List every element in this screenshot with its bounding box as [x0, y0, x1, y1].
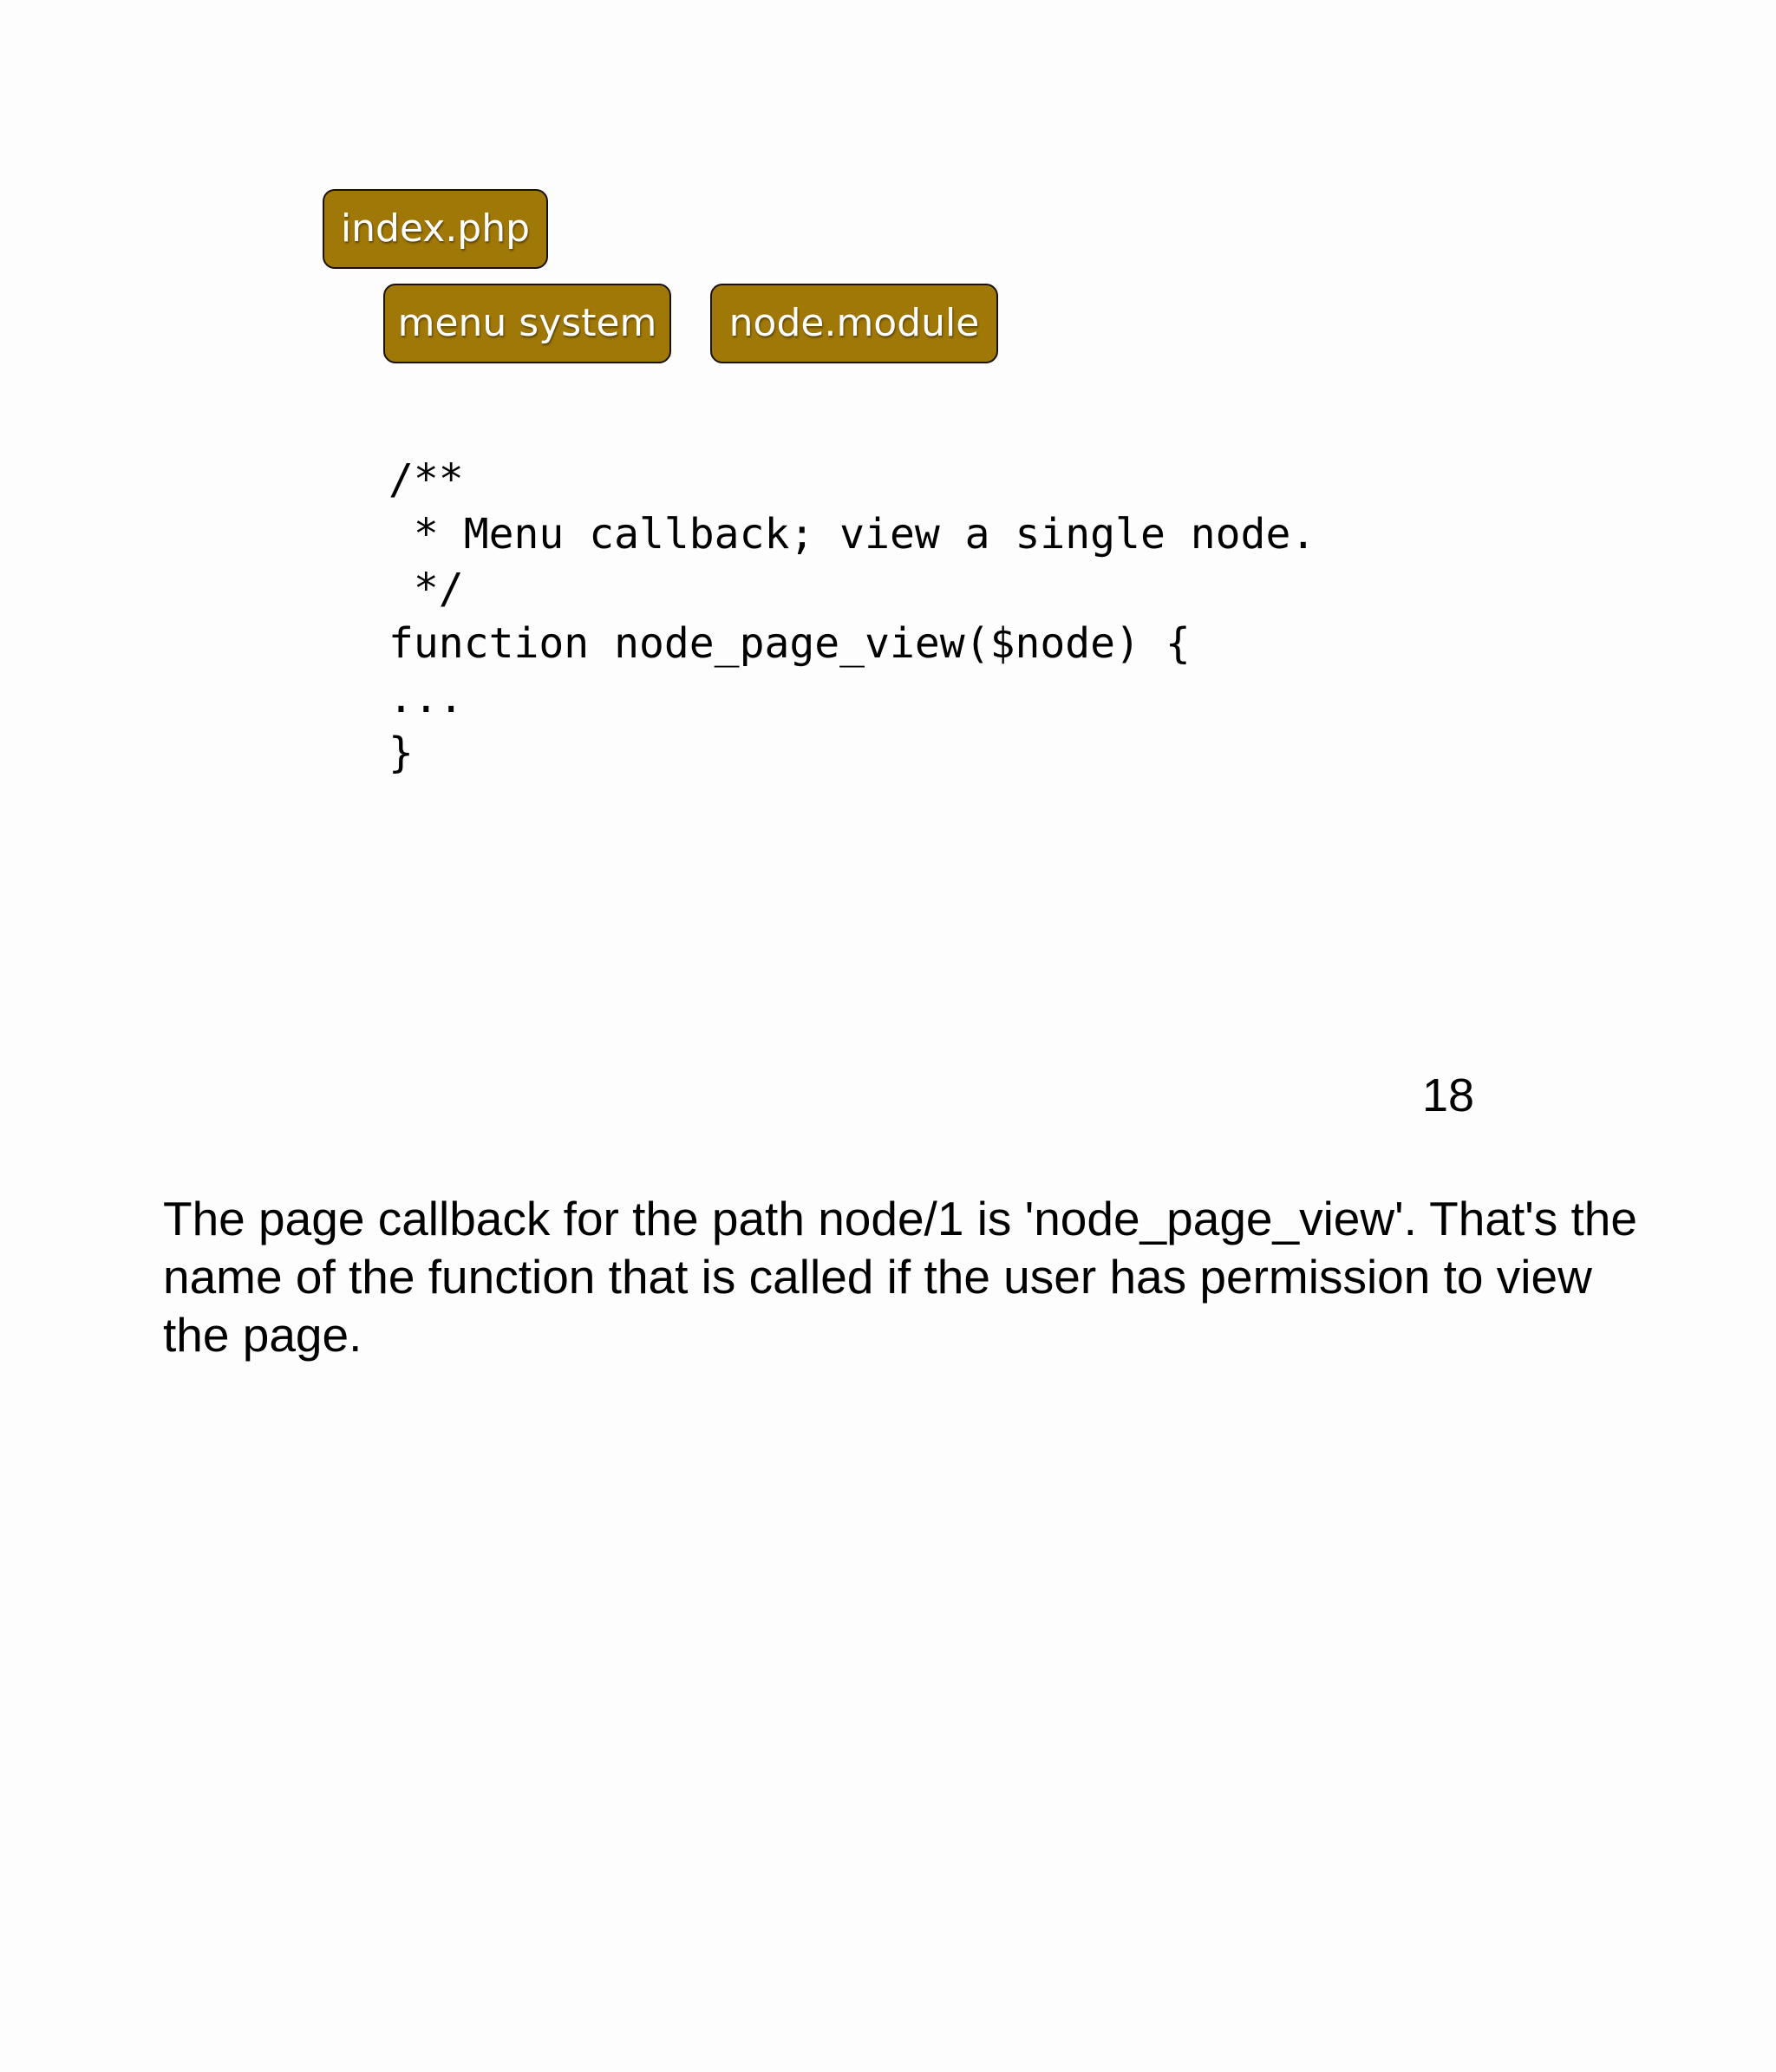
code-line: function node_page_view($node) { [388, 619, 1191, 668]
node-module-box: node.module [710, 284, 998, 363]
index-php-box: index.php [323, 189, 548, 269]
code-line: } [388, 729, 414, 777]
page-number: 18 [1422, 1069, 1475, 1121]
menu-system-box: menu system [383, 284, 671, 363]
code-line: ... [388, 674, 464, 722]
speaker-notes: The page callback for the path node/1 is 'node_page_view'. That's the name of the function that is called if the user has permission to view the page. [163, 1192, 1637, 1362]
code-line: */ [388, 565, 464, 613]
code-line: * Menu callback; view a single node. [388, 510, 1316, 559]
code-block [388, 453, 1316, 781]
code-line: /** [388, 455, 464, 504]
